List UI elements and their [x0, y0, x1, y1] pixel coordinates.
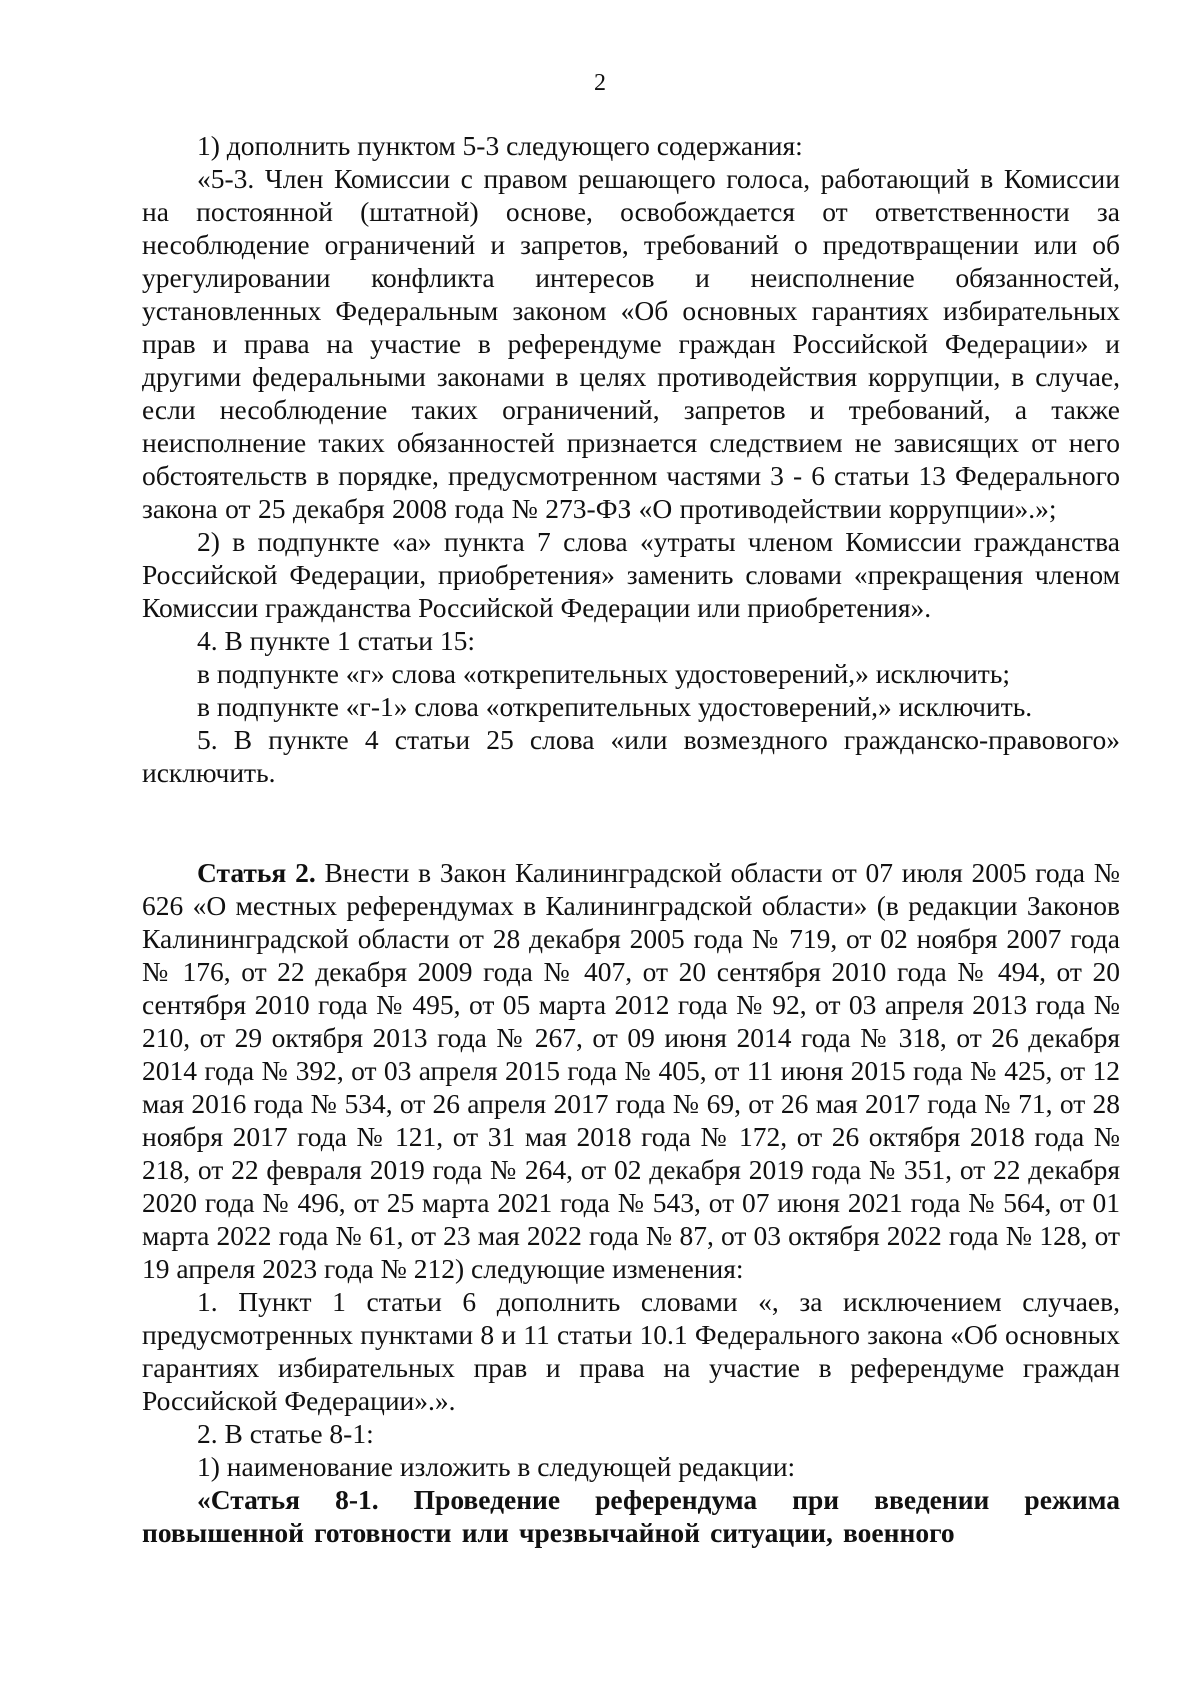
- paragraph-rename: 1) наименование изложить в следующей редакции:: [197, 1451, 796, 1482]
- article-2-text: Внести в Закон Калининградской области от 07 июля 2005 года № 626 «О местных референдумах в Калининградской области» (в редакции Законов Калининградской области от 28 декабря 2005 года № 719, от 02 ноября 2007 года № 176, от 22 декабря 2009 года № 407, от 20 сентября 2010 года № 494, от 20 сентября 2010 года № 495, от 05 марта 2012 года № 92, от 03 апреля 2013 года № 210, от 29 октября 2013 года № 267, от 09 июня 2014 года № 318, от 26 декабря 2014 года № 392, от 03 апреля 2015 года № 405, от 11 июня 2015 года № 425, от 12 мая 2016 года № 534, от 26 апреля 2017 года № 69, от 26 мая 2017 года № 71, от 28 ноября 2017 года № 121, от 31 мая 2018 года № 172, от 26 октября 2018 года № 218, от 22 февраля 2019 года № 264, от 02 декабря 2019 года № 351, от 22 декабря 2020 года № 496, от 25 марта 2021 года № 543, от 07 июня 2021 года № 564, от 01 марта 2022 года № 61, от 23 мая 2022 года № 87, от 03 октября 2022 года № 128, от 19 апреля 2023 года № 212) следующие изменения:: [142, 857, 1121, 1284]
- paragraph-change-1: 1. Пункт 1 статьи 6 дополнить словами «, за исключением случаев, предусмотренных пунктами 8 и 11 статьи 10.1 Федерального закона «Об основных гарантиях избирательных прав и права на участие в референдуме граждан Российской Федерации».».: [142, 1286, 1120, 1416]
- paragraph-subpoint-g: в подпункте «г» слова «открепительных удостоверений,» исключить;: [197, 658, 1010, 689]
- article-8-1-title: «Статья 8-1. Проведение референдума при введении режима повышенной готовности или чрезвычайной ситуации, военного: [142, 1484, 1120, 1548]
- document-body: [142, 129, 1120, 1549]
- article-2-heading: Статья 2.: [197, 857, 316, 888]
- section-gap: [142, 789, 1120, 856]
- paragraph-point-4: 4. В пункте 1 статьи 15:: [197, 625, 475, 656]
- paragraph-subpoint-g1: в подпункте «г-1» слова «открепительных удостоверений,» исключить.: [197, 691, 1033, 722]
- paragraph-item-2: 2) в подпункте «а» пункта 7 слова «утраты членом Комиссии гражданства Российской Федерации, приобретения» заменить словами «прекращения членом Комиссии гражданства Российской Федерации или приобретения».: [142, 526, 1120, 623]
- paragraph-point-5: 5. В пункте 4 статьи 25 слова «или возмездного гражданско-правового» исключить.: [142, 724, 1120, 788]
- paragraph-change-2: 2. В статье 8-1:: [197, 1418, 374, 1449]
- article-2-paragraph: [142, 856, 1120, 1285]
- paragraph-item-1: 1) дополнить пунктом 5-3 следующего содержания:: [197, 130, 803, 161]
- page-number: 2: [594, 70, 606, 96]
- paragraph-item-5-3: «5-3. Член Комиссии с правом решающего голоса, работающий в Комиссии на постоянной (штатной) основе, освобождается от ответственности за несоблюдение ограничений и запретов, требований о предотвращении или об урегулировании конфликта интересов и неисполнение обязанностей, установленных Федеральным законом «Об основных гарантиях избирательных прав и права на участие в референдуме граждан Российской Федерации» и другими федеральными законами в целях противодействия коррупции, в случае, если несоблюдение таких ограничений, запретов и требований, а также неисполнение таких обязанностей признается следствием не зависящих от него обстоятельств в порядке, предусмотренном частями 3 - 6 статьи 13 Федерального закона от 25 декабря 2008 года № 273-ФЗ «О противодействии коррупции».»;: [142, 163, 1120, 524]
